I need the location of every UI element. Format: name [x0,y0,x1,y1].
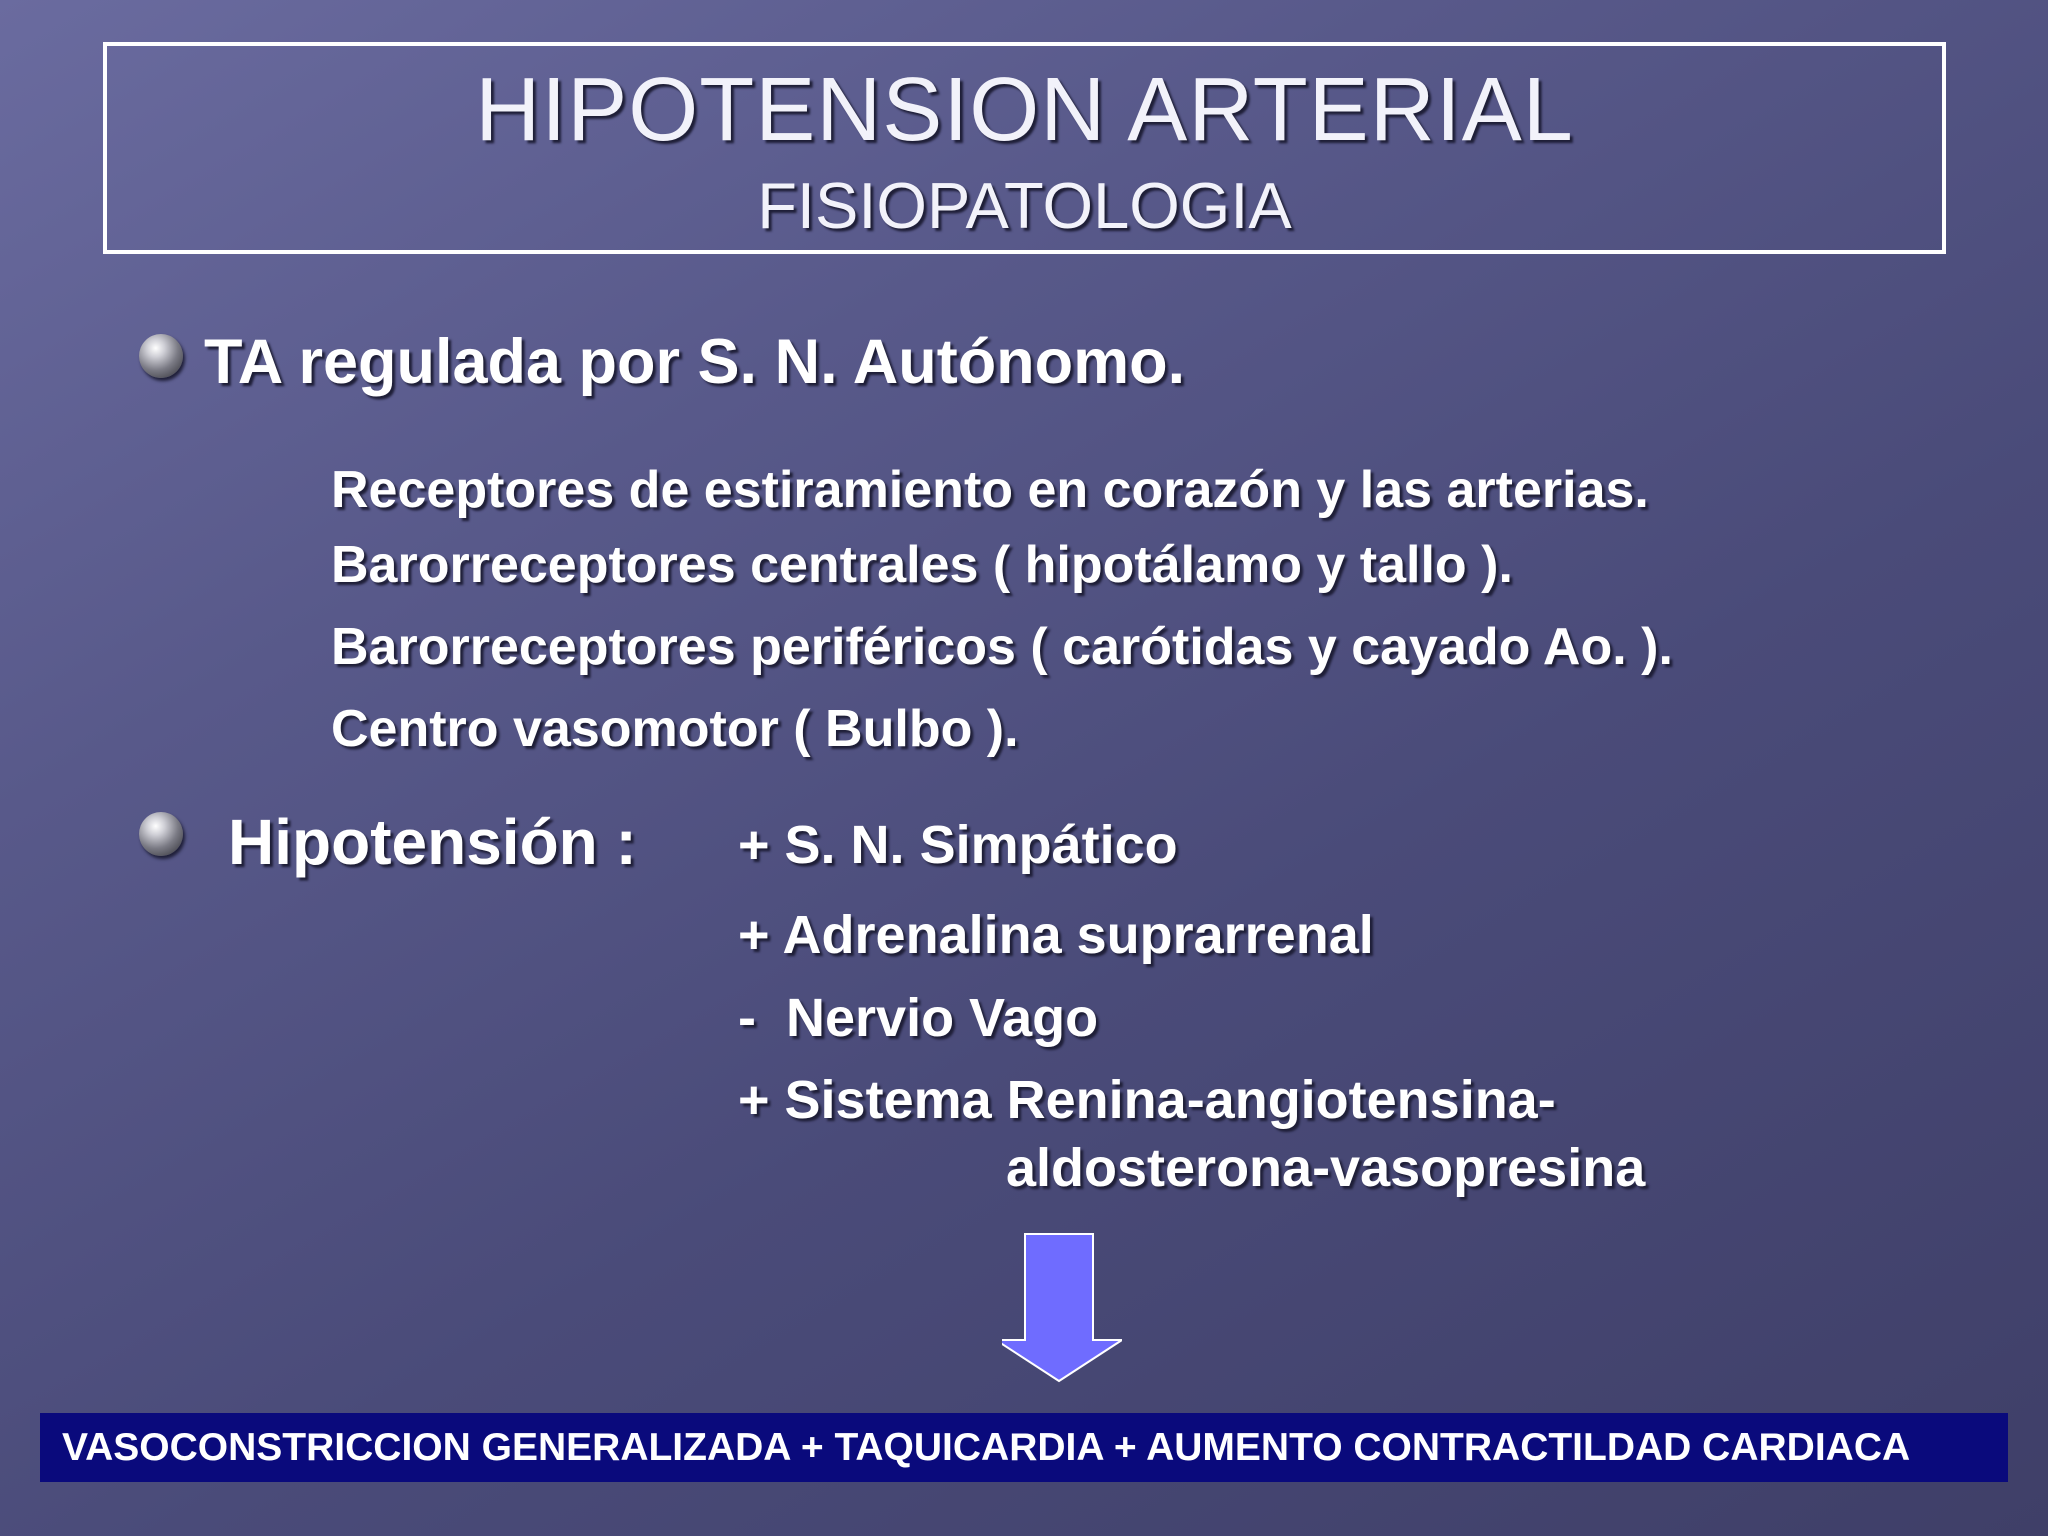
effect-item-continuation: aldosterona-vasopresina [1006,1138,1646,1198]
bullet-1-subitem: Barorreceptores periféricos ( carótidas y cayado Ao. ). [331,618,1673,676]
effect-item: + S. N. Simpático [738,815,1178,875]
bullet-1-subitem: Centro vasomotor ( Bulbo ). [331,700,1019,758]
conclusion-bar [40,1413,2008,1482]
conclusion-text: VASOCONSTRICCION GENERALIZADA + TAQUICARDIA + AUMENTO CONTRACTILDAD CARDIACA [62,1426,1911,1469]
slide-title: HIPOTENSION ARTERIAL [475,60,1574,160]
effect-item: + Adrenalina suprarrenal [738,905,1374,965]
slide-subtitle: FISIOPATOLOGIA [757,169,1292,242]
down-arrow-icon [1002,1232,1122,1384]
bullet-1-subitem: Barorreceptores centrales ( hipotálamo y tallo ). [331,536,1513,594]
bullet-sphere-icon [139,334,183,378]
effect-item: - Nervio Vago [738,988,1099,1048]
bullet-1-label: TA regulada por S. N. Autónomo. [204,327,1186,397]
bullet-2-label: Hipotensión : [228,806,637,878]
bullet-1-subitem: Receptores de estiramiento en corazón y las arterias. [331,461,1649,519]
title-box [103,42,1946,254]
bullet-sphere-icon [139,812,183,856]
effect-item: + Sistema Renina-angiotensina- [738,1070,1556,1130]
